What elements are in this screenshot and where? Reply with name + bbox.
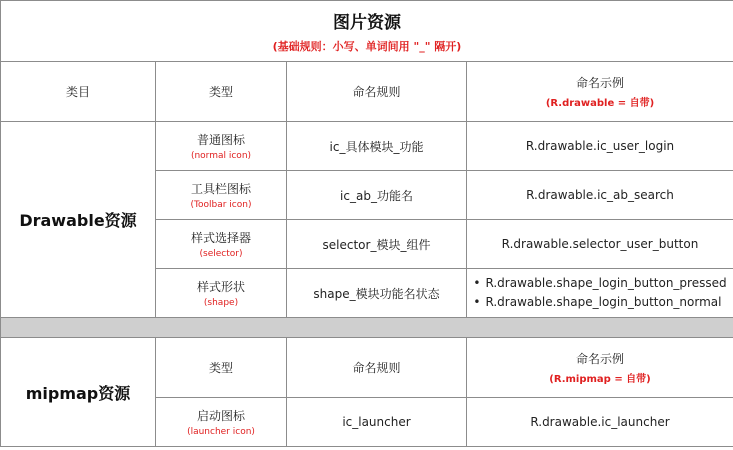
header-example	[467, 62, 733, 122]
header-type: 类型	[156, 62, 287, 122]
type-cell	[156, 398, 287, 447]
divider-cell	[1, 318, 733, 338]
type-english: (selector)	[199, 249, 243, 259]
page-title: 图片资源	[333, 13, 401, 33]
header-example-note: (R.mipmap = 自带)	[549, 374, 651, 385]
rule-cell: ic_ab_功能名	[287, 171, 467, 220]
example-cell: R.drawable.ic_user_login	[467, 122, 733, 171]
table-row	[1, 122, 733, 171]
type-cell	[156, 220, 287, 269]
type-cell	[156, 171, 287, 220]
header-example-label: 命名示例	[575, 352, 624, 366]
type-english: (normal icon)	[190, 151, 252, 161]
rule-cell: ic_具体模块_功能	[287, 122, 467, 171]
drawable-header-row	[1, 62, 733, 122]
drawable-section-label: Drawable资源	[1, 122, 156, 318]
example-cell: R.drawable.ic_launcher	[467, 398, 733, 447]
type-cell	[156, 269, 287, 318]
mipmap-header-row	[1, 338, 733, 398]
type-name: 启动图标	[196, 409, 245, 423]
section-divider	[1, 318, 733, 338]
example-cell	[467, 269, 733, 318]
bullet-icon: •	[473, 276, 481, 290]
type-english: (Toolbar icon)	[190, 200, 252, 210]
header-rule: 命名规则	[287, 62, 467, 122]
example-bullet-list	[473, 274, 726, 312]
header-example	[467, 338, 733, 398]
header-category: 类目	[1, 62, 156, 122]
example-text: R.drawable.shape_login_button_normal	[485, 295, 722, 309]
header-example-label: 命名示例	[575, 76, 624, 90]
list-item	[473, 274, 726, 293]
type-name: 样式选择器	[190, 231, 251, 245]
title-cell	[1, 1, 733, 62]
page-subtitle: (基础规则：小写、单词间用 "_" 隔开)	[272, 40, 462, 53]
example-cell: R.drawable.selector_user_button	[467, 220, 733, 269]
example-cell: R.drawable.ic_ab_search	[467, 171, 733, 220]
rule-cell: selector_模块_组件	[287, 220, 467, 269]
type-english: (launcher icon)	[187, 427, 255, 437]
header-type: 类型	[156, 338, 287, 398]
example-text: R.drawable.shape_login_button_pressed	[485, 276, 727, 290]
type-name: 样式形状	[196, 280, 245, 294]
type-name: 普通图标	[196, 133, 245, 147]
header-rule: 命名规则	[287, 338, 467, 398]
rule-cell: ic_launcher	[287, 398, 467, 447]
bullet-icon: •	[473, 295, 481, 309]
rule-cell: shape_模块功能名状态	[287, 269, 467, 318]
mipmap-section-label: mipmap资源	[1, 338, 156, 447]
list-item	[473, 293, 726, 312]
header-example-note: (R.drawable = 自带)	[545, 98, 655, 109]
type-name: 工具栏图标	[190, 182, 251, 196]
type-cell	[156, 122, 287, 171]
type-english: (shape)	[203, 298, 239, 308]
